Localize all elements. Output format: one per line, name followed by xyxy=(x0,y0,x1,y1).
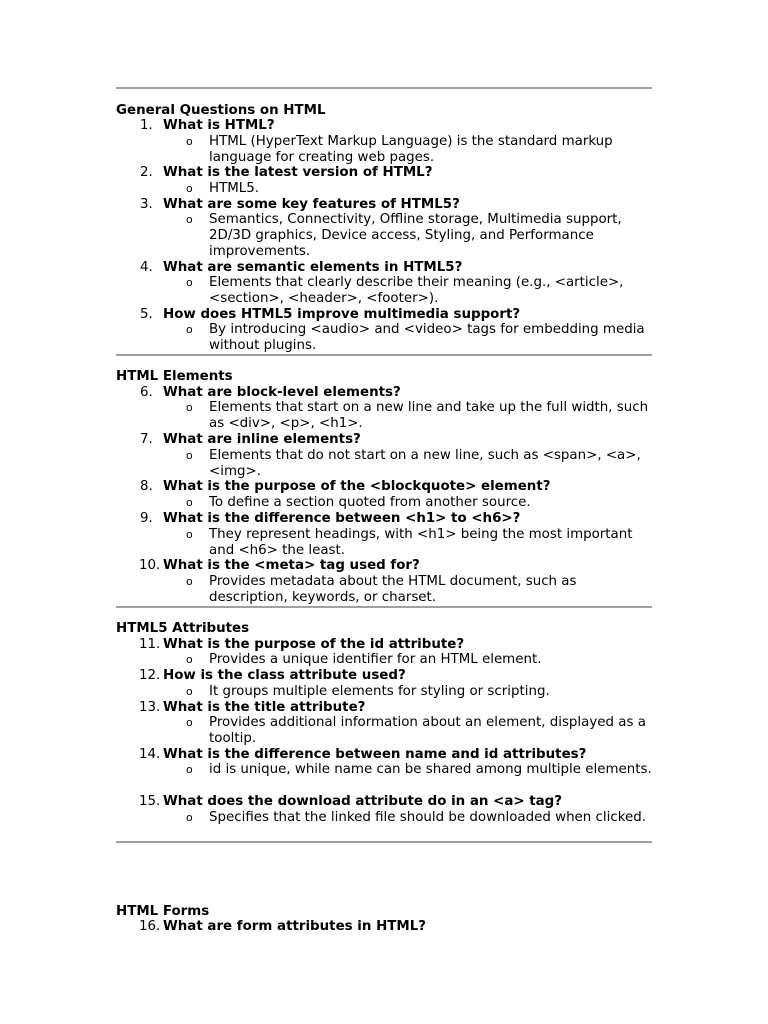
bullet-marker: o xyxy=(186,182,193,195)
horizontal-rule xyxy=(116,606,652,608)
question-text: What are block-level elements? xyxy=(163,385,401,400)
horizontal-rule xyxy=(116,354,652,356)
question-text: What are some key features of HTML5? xyxy=(163,197,460,212)
question-number: 16. xyxy=(139,919,161,934)
horizontal-rule xyxy=(116,841,652,843)
question-text: What is the <meta> tag used for? xyxy=(163,558,420,573)
bullet-marker: o xyxy=(186,763,193,776)
bullet-marker: o xyxy=(186,575,193,588)
question-number: 14. xyxy=(139,747,161,762)
bullet-marker: o xyxy=(186,135,193,148)
answer-text: Provides a unique identifier for an HTML element. xyxy=(209,652,542,667)
question-number: 2. xyxy=(140,165,153,180)
bullet-marker: o xyxy=(186,323,193,336)
answer-text: Elements that start on a new line and take up the full width, such as <div>, <p>, <h1>. xyxy=(209,400,649,431)
question-text: What is the purpose of the <blockquote> element? xyxy=(163,479,551,494)
question-number: 15. xyxy=(139,794,161,809)
answer-text: Elements that clearly describe their meaning (e.g., <article>, <section>, <header>, <footer>). xyxy=(209,275,624,306)
question-number: 4. xyxy=(140,260,153,275)
question-number: 12. xyxy=(139,668,161,683)
question-text: How does HTML5 improve multimedia support? xyxy=(163,307,521,322)
answer-text: HTML (HyperText Markup Language) is the standard markup language for creating web pages. xyxy=(209,134,613,165)
answer-text: Provides additional information about an element, displayed as a tooltip. xyxy=(209,715,646,746)
bullet-marker: o xyxy=(186,716,193,729)
question-number: 7. xyxy=(140,432,153,447)
answer-text: Semantics, Connectivity, Offline storage, Multimedia support, 2D/3D graphics, Device access, Styling, and Performance improvements. xyxy=(209,212,622,259)
question-text: What are semantic elements in HTML5? xyxy=(163,260,463,275)
bullet-marker: o xyxy=(186,811,193,824)
bullet-marker: o xyxy=(186,685,193,698)
question-text: What does the download attribute do in an <a> tag? xyxy=(163,794,563,809)
bullet-marker: o xyxy=(186,401,193,414)
question-text: What is HTML? xyxy=(163,118,275,133)
question-text: How is the class attribute used? xyxy=(163,668,406,683)
answer-text: It groups multiple elements for styling or scripting. xyxy=(209,684,550,699)
section-heading: General Questions on HTML xyxy=(116,103,326,118)
question-text: What is the title attribute? xyxy=(163,700,366,715)
question-number: 3. xyxy=(140,197,153,212)
question-number: 11. xyxy=(139,637,161,652)
question-text: What is the latest version of HTML? xyxy=(163,165,433,180)
question-number: 13. xyxy=(139,700,161,715)
answer-text: Specifies that the linked file should be downloaded when clicked. xyxy=(209,810,646,825)
question-number: 9. xyxy=(140,511,153,526)
answer-text: By introducing <audio> and <video> tags for embedding media without plugins. xyxy=(209,322,645,353)
answer-text: They represent headings, with <h1> being the most important and <h6> the least. xyxy=(209,527,633,558)
question-text: What are inline elements? xyxy=(163,432,361,447)
question-number: 6. xyxy=(140,385,153,400)
section-heading: HTML5 Attributes xyxy=(116,621,250,636)
answer-text: To define a section quoted from another source. xyxy=(209,495,531,510)
answer-text: id is unique, while name can be shared among multiple elements. xyxy=(209,762,652,777)
horizontal-rule xyxy=(116,87,652,89)
question-number: 1. xyxy=(140,118,153,133)
question-number: 8. xyxy=(140,479,153,494)
answer-text: Provides metadata about the HTML document, such as description, keywords, or charset. xyxy=(209,574,577,605)
question-text: What is the difference between <h1> to <h6>? xyxy=(163,511,521,526)
answer-text: Elements that do not start on a new line, such as <span>, <a>, <img>. xyxy=(209,448,641,479)
question-text: What is the difference between name and id attributes? xyxy=(163,747,587,762)
bullet-marker: o xyxy=(186,528,193,541)
question-text: What are form attributes in HTML? xyxy=(163,919,427,934)
bullet-marker: o xyxy=(186,276,193,289)
section-heading: HTML Elements xyxy=(116,369,233,384)
question-number: 10. xyxy=(139,558,161,573)
section-heading: HTML Forms xyxy=(116,904,210,919)
bullet-marker: o xyxy=(186,449,193,462)
question-number: 5. xyxy=(140,307,153,322)
answer-text: HTML5. xyxy=(209,181,260,196)
bullet-marker: o xyxy=(186,213,193,226)
bullet-marker: o xyxy=(186,653,193,666)
question-text: What is the purpose of the id attribute? xyxy=(163,637,465,652)
bullet-marker: o xyxy=(186,496,193,509)
